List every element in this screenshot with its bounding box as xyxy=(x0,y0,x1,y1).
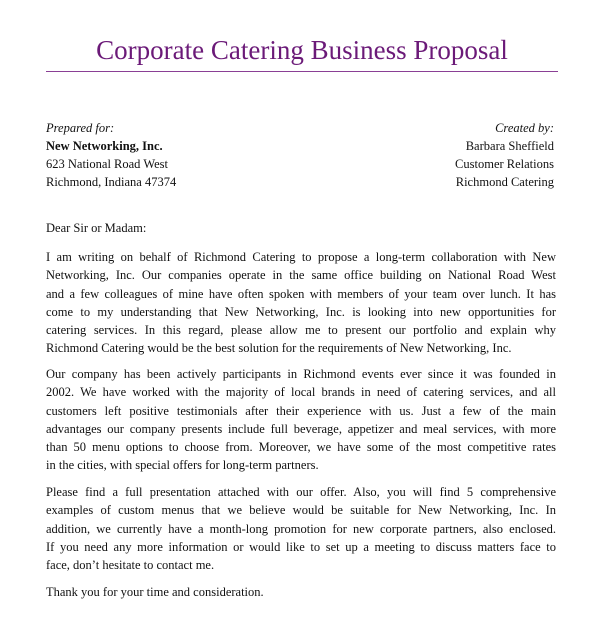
created-by-label: Created by: xyxy=(495,121,554,135)
paragraph-line: than 50 menu options to choose from. Moreover, we have some of the most competitive rates xyxy=(46,440,556,455)
paragraph-line: I am writing on behalf of Richmond Catering to propose a long-term collaboration with New xyxy=(46,250,556,264)
paragraph-line: Networking, Inc. Our companies operate in the same office building on National Road West xyxy=(46,268,556,283)
body-paragraph-3 xyxy=(46,483,556,574)
paragraph-line: Please find a full presentation attached with our offer. Also, you will find 5 comprehensive xyxy=(46,485,556,499)
paragraph-line: face, don’t hesitate to contact me. xyxy=(46,558,215,573)
recipient-company: New Networking, Inc. xyxy=(46,139,163,153)
paragraph-line: advantages our company presents include full beverage, appetizer and meal services, with more xyxy=(46,421,556,436)
title-divider xyxy=(46,71,558,72)
recipient-address-line1: 623 National Road West xyxy=(46,157,169,171)
created-by-block xyxy=(455,119,554,191)
salutation: Dear Sir or Madam: xyxy=(46,221,147,235)
paragraph-line: come to my understanding that New Networking, Inc. is looking into new opportunities for xyxy=(46,304,556,319)
prepared-for-label: Prepared for: xyxy=(46,121,115,135)
paragraph-line: catering services. In this regard, please allow me to present our portfolio and explain why xyxy=(46,323,556,338)
paragraph-line: and a few colleagues of mine have often spoken with members of your team over lunch. It has xyxy=(46,286,556,301)
paragraph-line: 2002. We have worked with the majority of local brands in need of catering services, and all xyxy=(46,385,556,400)
paragraph-line: customers left positive testimonials after their experience with us. Just a few of the main xyxy=(46,403,556,418)
author-department: Customer Relations xyxy=(455,157,554,171)
recipient-address-line2: Richmond, Indiana 47374 xyxy=(46,175,177,189)
body-paragraph-2 xyxy=(46,365,556,475)
body-paragraph-1 xyxy=(46,248,556,358)
author-name: Barbara Sheffield xyxy=(465,139,554,153)
paragraph-line: addition, we currently have a month-long promotion for new corporate partners, also enclosed. xyxy=(46,521,556,536)
paragraph-line: in the cities, with special offers for long-term partners. xyxy=(46,458,319,473)
document-title: Corporate Catering Business Proposal xyxy=(96,35,508,65)
author-company: Richmond Catering xyxy=(455,175,554,189)
paragraph-line: examples of custom menus that we believe would be suitable for New Networking, Inc. In xyxy=(46,503,556,518)
paragraph-line: If you need any more information or would like to set up a meeting to discuss matters face to xyxy=(46,539,556,554)
paragraph-line: Our company has been actively participants in Richmond events ever since it was founded in xyxy=(46,367,556,381)
prepared-for-block xyxy=(46,119,176,191)
closing-line: Thank you for your time and consideration. xyxy=(46,585,264,599)
paragraph-line: Richmond Catering would be the best solution for the requirements of New Networking, Inc. xyxy=(46,341,512,356)
